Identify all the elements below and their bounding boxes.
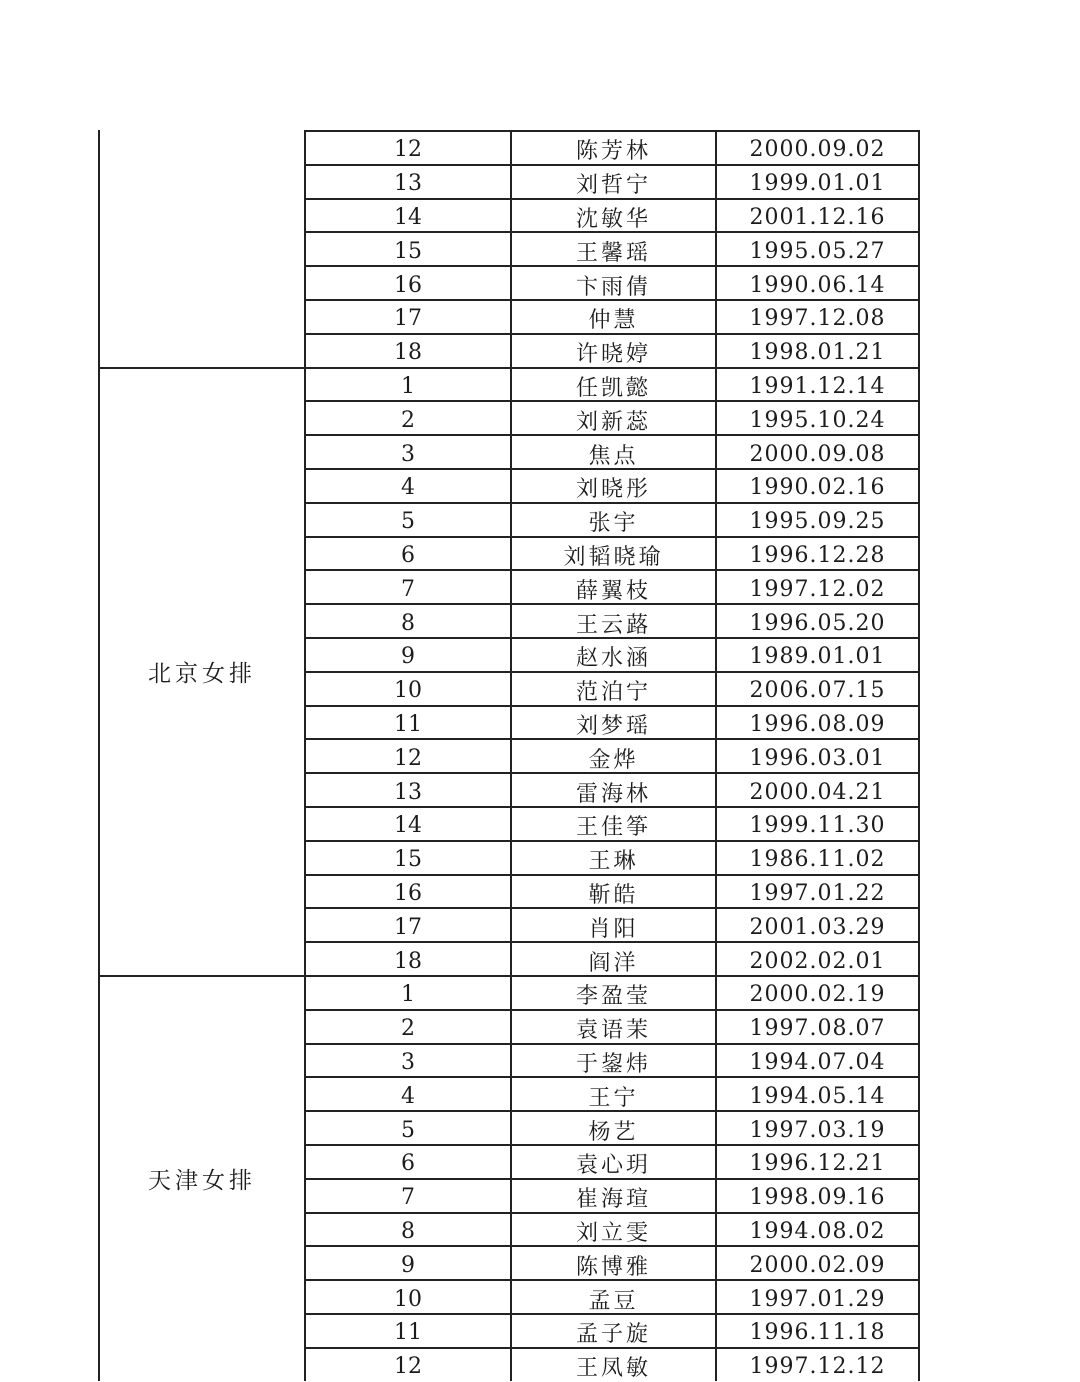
- table-row: [304, 772, 920, 806]
- table-row: [304, 1009, 920, 1043]
- table-row: [304, 367, 920, 401]
- table-row: [304, 840, 920, 874]
- player-name: 刘梦瑶: [510, 707, 715, 739]
- team-cell: [98, 130, 304, 367]
- table-row: [304, 874, 920, 908]
- table-row: [304, 975, 920, 1009]
- player-name: 杨艺: [510, 1112, 715, 1144]
- player-name: 王馨瑶: [510, 233, 715, 265]
- birth-date: 2006.07.15: [715, 673, 920, 705]
- player-number: 14: [304, 200, 510, 232]
- player-name: 范泊宁: [510, 673, 715, 705]
- birth-date: 1997.12.12: [715, 1349, 920, 1381]
- player-number: 12: [304, 132, 510, 164]
- player-name: 袁心玥: [510, 1146, 715, 1178]
- table-row: [304, 806, 920, 840]
- table-row: [304, 1043, 920, 1077]
- table-row: [304, 400, 920, 434]
- player-name: 沈敏华: [510, 200, 715, 232]
- player-name: 刘新蕊: [510, 402, 715, 434]
- player-name: 于鋆炜: [510, 1045, 715, 1077]
- birth-date: 1997.03.19: [715, 1112, 920, 1144]
- player-name: 焦点: [510, 436, 715, 468]
- player-number: 10: [304, 1281, 510, 1313]
- player-name: 王琳: [510, 842, 715, 874]
- player-number: 18: [304, 335, 510, 367]
- table-row: [304, 468, 920, 502]
- table-row: [304, 536, 920, 570]
- table-row: [304, 1279, 920, 1313]
- table-row: [304, 941, 920, 975]
- player-number: 9: [304, 639, 510, 671]
- player-name: 王凤敏: [510, 1349, 715, 1381]
- player-name: 赵水涵: [510, 639, 715, 671]
- player-number: 4: [304, 1078, 510, 1110]
- table-row: [304, 1313, 920, 1347]
- player-number: 14: [304, 808, 510, 840]
- player-name: 李盈莹: [510, 977, 715, 1009]
- birth-date: 1996.12.28: [715, 538, 920, 570]
- birth-date: 2001.12.16: [715, 200, 920, 232]
- player-number: 12: [304, 740, 510, 772]
- player-name: 刘立雯: [510, 1214, 715, 1246]
- birth-date: 2001.03.29: [715, 909, 920, 941]
- player-name: 阎洋: [510, 943, 715, 975]
- birth-date: 1995.10.24: [715, 402, 920, 434]
- player-name: 孟豆: [510, 1281, 715, 1313]
- player-name: 刘晓彤: [510, 470, 715, 502]
- birth-date: 2000.09.08: [715, 436, 920, 468]
- player-number: 4: [304, 470, 510, 502]
- table-row: [304, 1212, 920, 1246]
- player-number: 10: [304, 673, 510, 705]
- birth-date: 1989.01.01: [715, 639, 920, 671]
- birth-date: 1996.03.01: [715, 740, 920, 772]
- player-number: 8: [304, 1214, 510, 1246]
- player-name: 肖阳: [510, 909, 715, 941]
- birth-date: 2000.09.02: [715, 132, 920, 164]
- team-cell: [98, 975, 304, 1381]
- player-number: 17: [304, 301, 510, 333]
- birth-date: 1991.12.14: [715, 369, 920, 401]
- birth-date: 1994.05.14: [715, 1078, 920, 1110]
- table-row: [304, 603, 920, 637]
- player-name: 刘哲宁: [510, 166, 715, 198]
- table-row: [304, 1110, 920, 1144]
- birth-date: 1994.08.02: [715, 1214, 920, 1246]
- birth-date: 1990.06.14: [715, 267, 920, 299]
- player-number: 13: [304, 166, 510, 198]
- table-row: [304, 130, 920, 164]
- birth-date: 2000.04.21: [715, 774, 920, 806]
- player-number: 16: [304, 876, 510, 908]
- table-row: [304, 434, 920, 468]
- birth-date: 1997.12.02: [715, 571, 920, 603]
- player-number: 18: [304, 943, 510, 975]
- team-name: 天津女排: [148, 1168, 256, 1195]
- birth-date: 1990.02.16: [715, 470, 920, 502]
- player-number: 11: [304, 707, 510, 739]
- player-name: 袁语茉: [510, 1011, 715, 1043]
- table-row: [304, 333, 920, 367]
- birth-date: 1996.08.09: [715, 707, 920, 739]
- player-name: 崔海瑄: [510, 1180, 715, 1212]
- birth-date: 2002.02.01: [715, 943, 920, 975]
- player-name: 卞雨倩: [510, 267, 715, 299]
- birth-date: 1995.09.25: [715, 504, 920, 536]
- player-number: 2: [304, 1011, 510, 1043]
- player-name: 孟子旋: [510, 1315, 715, 1347]
- table-row: [304, 907, 920, 941]
- player-name: 王宁: [510, 1078, 715, 1110]
- birth-date: 2000.02.09: [715, 1247, 920, 1279]
- player-number: 1: [304, 977, 510, 1009]
- table-row: [304, 502, 920, 536]
- team-cell: [98, 367, 304, 975]
- player-name: 王佳筝: [510, 808, 715, 840]
- player-number: 11: [304, 1315, 510, 1347]
- birth-date: 1996.12.21: [715, 1146, 920, 1178]
- player-number: 1: [304, 369, 510, 401]
- player-number: 12: [304, 1349, 510, 1381]
- table-row: [304, 569, 920, 603]
- player-name: 刘韬晓瑜: [510, 538, 715, 570]
- table-row: [304, 164, 920, 198]
- player-name: 雷海林: [510, 774, 715, 806]
- player-name: 仲慧: [510, 301, 715, 333]
- table-row: [304, 1076, 920, 1110]
- player-name: 许晓婷: [510, 335, 715, 367]
- birth-date: 1999.11.30: [715, 808, 920, 840]
- player-name: 任凯懿: [510, 369, 715, 401]
- player-number: 7: [304, 571, 510, 603]
- table-row: [304, 738, 920, 772]
- player-name: 王云蕗: [510, 605, 715, 637]
- birth-date: 1997.01.22: [715, 876, 920, 908]
- table-row: [304, 1178, 920, 1212]
- player-number: 3: [304, 436, 510, 468]
- team-name: 北京女排: [148, 661, 256, 688]
- player-number: 6: [304, 538, 510, 570]
- player-number: 5: [304, 1112, 510, 1144]
- player-number: 16: [304, 267, 510, 299]
- player-number: 15: [304, 842, 510, 874]
- player-number: 8: [304, 605, 510, 637]
- player-number: 2: [304, 402, 510, 434]
- table-row: [304, 265, 920, 299]
- player-number: 5: [304, 504, 510, 536]
- birth-date: 1997.01.29: [715, 1281, 920, 1313]
- player-number: 13: [304, 774, 510, 806]
- player-name: 张宇: [510, 504, 715, 536]
- birth-date: 2000.02.19: [715, 977, 920, 1009]
- player-name: 薛翼枝: [510, 571, 715, 603]
- birth-date: 1998.01.21: [715, 335, 920, 367]
- birth-date: 1996.11.18: [715, 1315, 920, 1347]
- table-row: [304, 705, 920, 739]
- table-row: [304, 637, 920, 671]
- birth-date: 1998.09.16: [715, 1180, 920, 1212]
- player-number: 6: [304, 1146, 510, 1178]
- table-row: [304, 1144, 920, 1178]
- player-name: 陈博雅: [510, 1247, 715, 1279]
- player-number: 9: [304, 1247, 510, 1279]
- birth-date: 1994.07.04: [715, 1045, 920, 1077]
- table-row: [304, 1347, 920, 1381]
- birth-date: 1986.11.02: [715, 842, 920, 874]
- table-row: [304, 1245, 920, 1279]
- player-name: 金烨: [510, 740, 715, 772]
- birth-date: 1995.05.27: [715, 233, 920, 265]
- birth-date: 1997.12.08: [715, 301, 920, 333]
- birth-date: 1996.05.20: [715, 605, 920, 637]
- player-name: 靳皓: [510, 876, 715, 908]
- birth-date: 1999.01.01: [715, 166, 920, 198]
- table-row: [304, 231, 920, 265]
- player-number: 15: [304, 233, 510, 265]
- table-row: [304, 299, 920, 333]
- birth-date: 1997.08.07: [715, 1011, 920, 1043]
- player-number: 7: [304, 1180, 510, 1212]
- table-row: [304, 198, 920, 232]
- player-number: 17: [304, 909, 510, 941]
- table-row: [304, 671, 920, 705]
- player-name: 陈芳林: [510, 132, 715, 164]
- player-number: 3: [304, 1045, 510, 1077]
